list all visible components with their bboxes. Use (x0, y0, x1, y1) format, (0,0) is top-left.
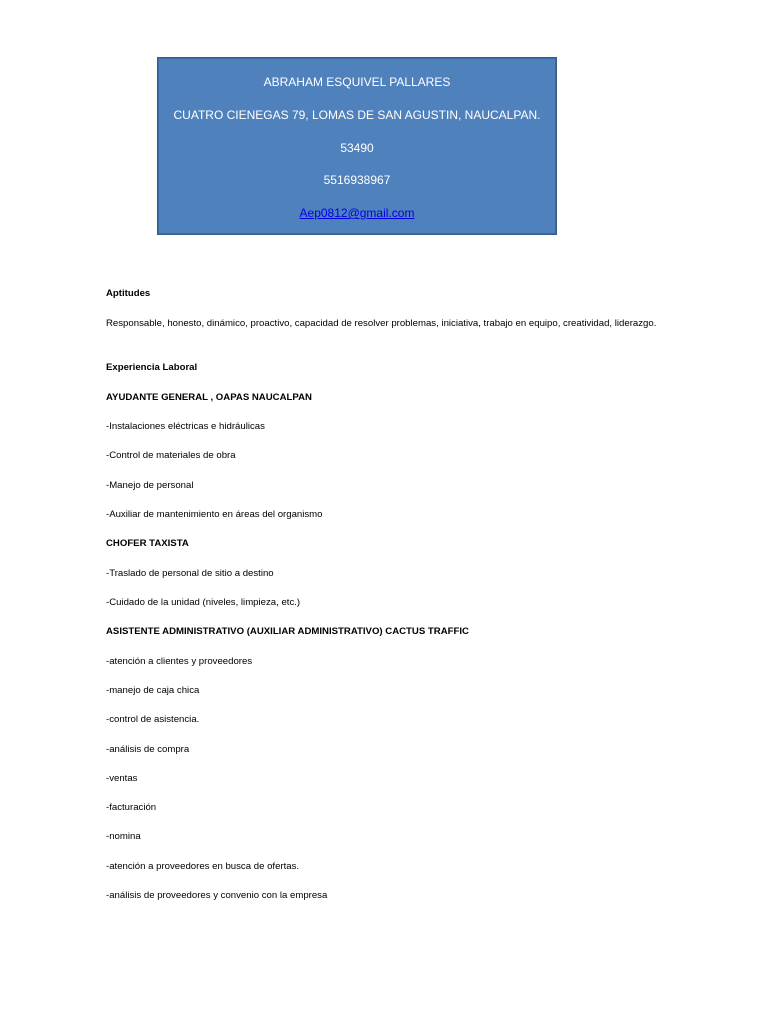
job-title: AYUDANTE GENERAL , OAPAS NAUCALPAN (106, 392, 312, 403)
job-duty: -manejo de caja chica (106, 685, 200, 696)
job-duty: -atención a clientes y proveedores (106, 656, 253, 667)
job-duty: -Control de materiales de obra (106, 450, 236, 461)
job-title: CHOFER TAXISTA (106, 538, 189, 549)
phone-number: 5516938967 (323, 173, 391, 187)
job-duty: -análisis de proveedores y convenio con la empresa (106, 890, 328, 901)
job-duty: -atención a proveedores en busca de ofertas. (106, 861, 300, 872)
postal-code: 53490 (340, 141, 374, 155)
job-duty: -Instalaciones eléctricas e hidráulicas (106, 421, 265, 432)
job-duty: -facturación (106, 802, 157, 813)
email-link[interactable]: Aep0812@gmail.com (299, 206, 415, 220)
job-duty: -ventas (106, 773, 138, 784)
job-duty: -Traslado de personal de sitio a destino (106, 568, 274, 579)
aptitudes-heading: Aptitudes (106, 288, 151, 299)
applicant-name: ABRAHAM ESQUIVEL PALLARES (263, 75, 451, 89)
contact-header-box (157, 57, 557, 235)
job-duty: -control de asistencia. (106, 714, 200, 725)
job-duty: -nomina (106, 831, 141, 842)
applicant-address: CUATRO CIENEGAS 79, LOMAS DE SAN AGUSTIN, NAUCALPAN. (173, 108, 541, 122)
job-duty: -Auxiliar de mantenimiento en áreas del organismo (106, 509, 323, 520)
job-duty: -Cuidado de la unidad (niveles, limpieza, etc.) (106, 597, 301, 608)
job-title: ASISTENTE ADMINISTRATIVO (AUXILIAR ADMINISTRATIVO) CACTUS TRAFFIC (106, 626, 469, 637)
job-duty: -Manejo de personal (106, 480, 194, 491)
job-duty: -análisis de compra (106, 744, 190, 755)
email-line (158, 206, 556, 220)
experience-heading: Experiencia Laboral (106, 362, 198, 373)
aptitudes-text: Responsable, honesto, dinámico, proactivo, capacidad de resolver problemas, iniciativa, trabajo en equipo, creatividad, liderazgo. (106, 318, 657, 329)
